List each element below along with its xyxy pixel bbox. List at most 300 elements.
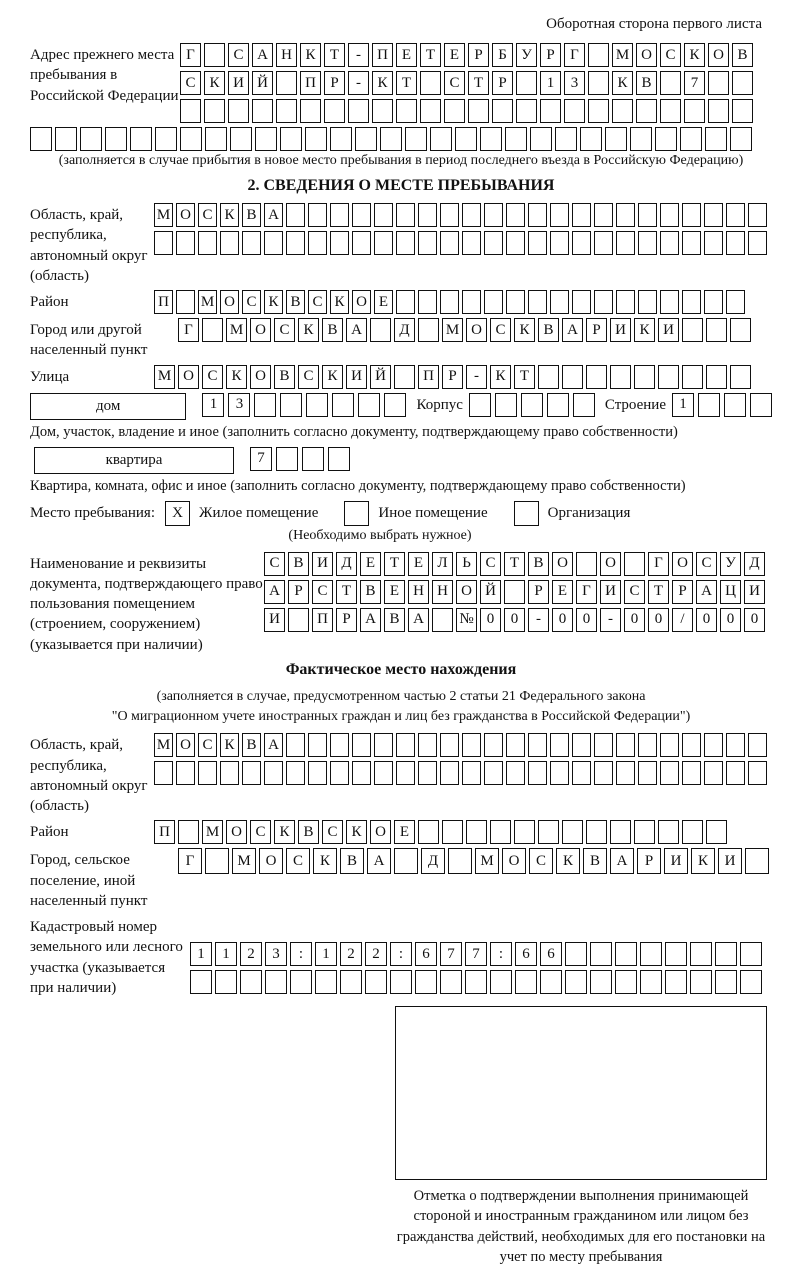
char-cell[interactable]: С <box>660 43 681 67</box>
char-cell[interactable] <box>660 290 679 314</box>
char-cell[interactable] <box>580 127 602 151</box>
char-cell[interactable]: 0 <box>720 608 741 632</box>
char-cell[interactable]: К <box>634 318 655 342</box>
char-cell[interactable]: Е <box>396 43 417 67</box>
char-cell[interactable] <box>658 365 679 389</box>
char-cell[interactable]: 0 <box>696 608 717 632</box>
char-cell[interactable]: А <box>562 318 583 342</box>
char-cell[interactable] <box>220 761 239 785</box>
char-cell[interactable]: К <box>274 820 295 844</box>
char-cell[interactable] <box>280 127 302 151</box>
char-cell[interactable]: И <box>718 848 742 874</box>
char-cell[interactable]: С <box>228 43 249 67</box>
char-cell[interactable]: Й <box>370 365 391 389</box>
char-cell[interactable] <box>105 127 127 151</box>
char-cell[interactable] <box>594 231 613 255</box>
char-cell[interactable]: Р <box>324 71 345 95</box>
char-cell[interactable]: Г <box>178 848 202 874</box>
char-cell[interactable] <box>640 970 662 994</box>
char-cell[interactable] <box>396 761 415 785</box>
char-cell[interactable] <box>698 393 720 417</box>
char-cell[interactable]: Р <box>637 848 661 874</box>
char-cell[interactable]: И <box>744 580 765 604</box>
char-cell[interactable]: Р <box>540 43 561 67</box>
char-cell[interactable]: 7 <box>465 942 487 966</box>
char-cell[interactable] <box>590 942 612 966</box>
char-cell[interactable] <box>306 393 328 417</box>
char-cell[interactable]: О <box>370 820 391 844</box>
char-cell[interactable] <box>178 820 199 844</box>
char-cell[interactable] <box>469 393 491 417</box>
char-cell[interactable] <box>302 447 324 471</box>
char-cell[interactable] <box>418 733 437 757</box>
char-cell[interactable]: Д <box>336 552 357 576</box>
char-cell[interactable] <box>384 393 406 417</box>
char-cell[interactable]: Р <box>528 580 549 604</box>
char-cell[interactable] <box>562 365 583 389</box>
char-cell[interactable]: С <box>298 365 319 389</box>
char-cell[interactable] <box>430 127 452 151</box>
char-cell[interactable] <box>516 99 537 123</box>
char-cell[interactable]: К <box>300 43 321 67</box>
char-cell[interactable]: С <box>624 580 645 604</box>
char-cell[interactable]: С <box>312 580 333 604</box>
char-cell[interactable]: Е <box>552 580 573 604</box>
char-cell[interactable] <box>228 99 249 123</box>
char-cell[interactable] <box>538 820 559 844</box>
char-cell[interactable]: И <box>610 318 631 342</box>
char-cell[interactable] <box>555 127 577 151</box>
char-cell[interactable] <box>308 761 327 785</box>
char-cell[interactable]: П <box>372 43 393 67</box>
char-cell[interactable] <box>706 365 727 389</box>
char-cell[interactable] <box>308 203 327 227</box>
char-cell[interactable] <box>706 820 727 844</box>
char-cell[interactable] <box>484 733 503 757</box>
char-cell[interactable] <box>495 393 517 417</box>
char-cell[interactable]: В <box>298 820 319 844</box>
char-cell[interactable] <box>665 942 687 966</box>
char-cell[interactable]: С <box>529 848 553 874</box>
char-cell[interactable] <box>538 365 559 389</box>
char-cell[interactable]: О <box>176 733 195 757</box>
char-cell[interactable] <box>576 552 597 576</box>
char-cell[interactable] <box>380 127 402 151</box>
char-cell[interactable]: 1 <box>540 71 561 95</box>
char-cell[interactable]: 6 <box>415 942 437 966</box>
char-cell[interactable]: О <box>220 290 239 314</box>
char-cell[interactable] <box>290 970 312 994</box>
char-cell[interactable]: Г <box>564 43 585 67</box>
char-cell[interactable] <box>370 318 391 342</box>
char-cell[interactable]: У <box>720 552 741 576</box>
char-cell[interactable]: К <box>372 71 393 95</box>
char-cell[interactable] <box>605 127 627 151</box>
char-cell[interactable]: К <box>684 43 705 67</box>
char-cell[interactable]: О <box>250 318 271 342</box>
char-cell[interactable]: К <box>264 290 283 314</box>
char-cell[interactable] <box>418 820 439 844</box>
char-cell[interactable]: В <box>384 608 405 632</box>
char-cell[interactable]: Г <box>648 552 669 576</box>
char-cell[interactable] <box>396 203 415 227</box>
char-cell[interactable] <box>682 203 701 227</box>
char-cell[interactable] <box>726 231 745 255</box>
char-cell[interactable] <box>550 761 569 785</box>
char-cell[interactable]: С <box>274 318 295 342</box>
char-cell[interactable] <box>276 71 297 95</box>
char-cell[interactable] <box>660 71 681 95</box>
char-cell[interactable]: С <box>444 71 465 95</box>
char-cell[interactable] <box>634 820 655 844</box>
zhiloe-checkbox[interactable]: X <box>165 501 190 526</box>
char-cell[interactable] <box>418 761 437 785</box>
char-cell[interactable]: Т <box>514 365 535 389</box>
char-cell[interactable]: О <box>259 848 283 874</box>
char-cell[interactable] <box>444 99 465 123</box>
char-cell[interactable] <box>176 761 195 785</box>
char-cell[interactable] <box>715 970 737 994</box>
char-cell[interactable] <box>550 203 569 227</box>
char-cell[interactable] <box>615 942 637 966</box>
char-cell[interactable] <box>506 761 525 785</box>
char-cell[interactable]: И <box>228 71 249 95</box>
char-cell[interactable] <box>730 318 751 342</box>
char-cell[interactable]: А <box>264 203 283 227</box>
char-cell[interactable] <box>660 231 679 255</box>
char-cell[interactable] <box>240 970 262 994</box>
char-cell[interactable]: Б <box>492 43 513 67</box>
char-cell[interactable] <box>588 71 609 95</box>
char-cell[interactable]: Ь <box>456 552 477 576</box>
char-cell[interactable] <box>328 447 350 471</box>
char-cell[interactable]: 3 <box>228 393 250 417</box>
char-cell[interactable]: К <box>490 365 511 389</box>
char-cell[interactable] <box>242 231 261 255</box>
char-cell[interactable]: 6 <box>515 942 537 966</box>
char-cell[interactable]: С <box>308 290 327 314</box>
char-cell[interactable]: 1 <box>202 393 224 417</box>
char-cell[interactable] <box>682 231 701 255</box>
char-cell[interactable]: Н <box>276 43 297 67</box>
char-cell[interactable]: И <box>346 365 367 389</box>
char-cell[interactable] <box>506 203 525 227</box>
char-cell[interactable]: 0 <box>552 608 573 632</box>
char-cell[interactable] <box>562 820 583 844</box>
char-cell[interactable]: В <box>288 552 309 576</box>
char-cell[interactable] <box>490 820 511 844</box>
char-cell[interactable]: А <box>252 43 273 67</box>
char-cell[interactable]: О <box>176 203 195 227</box>
char-cell[interactable] <box>484 203 503 227</box>
char-cell[interactable] <box>528 231 547 255</box>
dom-type-box[interactable]: дом <box>30 393 186 420</box>
char-cell[interactable] <box>616 733 635 757</box>
char-cell[interactable]: А <box>408 608 429 632</box>
char-cell[interactable] <box>286 733 305 757</box>
char-cell[interactable]: К <box>322 365 343 389</box>
char-cell[interactable] <box>254 393 276 417</box>
char-cell[interactable]: 0 <box>480 608 501 632</box>
char-cell[interactable]: С <box>202 365 223 389</box>
char-cell[interactable] <box>30 127 52 151</box>
char-cell[interactable]: Т <box>384 552 405 576</box>
char-cell[interactable] <box>202 318 223 342</box>
char-cell[interactable] <box>465 970 487 994</box>
char-cell[interactable]: Т <box>468 71 489 95</box>
char-cell[interactable] <box>660 733 679 757</box>
char-cell[interactable]: 7 <box>440 942 462 966</box>
char-cell[interactable] <box>616 290 635 314</box>
char-cell[interactable] <box>612 99 633 123</box>
char-cell[interactable]: 2 <box>240 942 262 966</box>
char-cell[interactable]: - <box>600 608 621 632</box>
char-cell[interactable] <box>586 820 607 844</box>
char-cell[interactable] <box>726 761 745 785</box>
char-cell[interactable] <box>466 820 487 844</box>
char-cell[interactable]: С <box>322 820 343 844</box>
char-cell[interactable] <box>448 848 472 874</box>
char-cell[interactable]: И <box>600 580 621 604</box>
char-cell[interactable]: И <box>658 318 679 342</box>
char-cell[interactable]: 6 <box>540 942 562 966</box>
char-cell[interactable] <box>540 970 562 994</box>
char-cell[interactable] <box>462 231 481 255</box>
char-cell[interactable] <box>154 231 173 255</box>
char-cell[interactable] <box>660 99 681 123</box>
char-cell[interactable] <box>638 231 657 255</box>
char-cell[interactable] <box>440 761 459 785</box>
char-cell[interactable]: Р <box>468 43 489 67</box>
char-cell[interactable]: К <box>220 733 239 757</box>
char-cell[interactable] <box>418 231 437 255</box>
char-cell[interactable] <box>588 43 609 67</box>
char-cell[interactable]: : <box>390 942 412 966</box>
char-cell[interactable] <box>418 290 437 314</box>
char-cell[interactable] <box>572 290 591 314</box>
char-cell[interactable] <box>204 43 225 67</box>
char-cell[interactable] <box>660 203 679 227</box>
char-cell[interactable] <box>528 203 547 227</box>
char-cell[interactable] <box>550 733 569 757</box>
char-cell[interactable]: Д <box>744 552 765 576</box>
char-cell[interactable] <box>288 608 309 632</box>
char-cell[interactable] <box>684 99 705 123</box>
char-cell[interactable] <box>704 733 723 757</box>
char-cell[interactable] <box>514 820 535 844</box>
char-cell[interactable] <box>420 71 441 95</box>
char-cell[interactable]: М <box>202 820 223 844</box>
char-cell[interactable] <box>660 761 679 785</box>
char-cell[interactable] <box>547 393 569 417</box>
char-cell[interactable] <box>264 231 283 255</box>
char-cell[interactable] <box>682 365 703 389</box>
char-cell[interactable] <box>255 127 277 151</box>
char-cell[interactable] <box>305 127 327 151</box>
char-cell[interactable]: № <box>456 608 477 632</box>
char-cell[interactable] <box>365 970 387 994</box>
char-cell[interactable]: М <box>226 318 247 342</box>
char-cell[interactable]: Р <box>492 71 513 95</box>
char-cell[interactable]: С <box>242 290 261 314</box>
char-cell[interactable] <box>682 318 703 342</box>
char-cell[interactable]: : <box>490 942 512 966</box>
char-cell[interactable] <box>484 290 503 314</box>
char-cell[interactable] <box>352 203 371 227</box>
char-cell[interactable] <box>732 71 753 95</box>
char-cell[interactable]: К <box>220 203 239 227</box>
char-cell[interactable]: 0 <box>504 608 525 632</box>
char-cell[interactable]: О <box>552 552 573 576</box>
char-cell[interactable]: Е <box>374 290 393 314</box>
char-cell[interactable]: Р <box>442 365 463 389</box>
char-cell[interactable] <box>374 231 393 255</box>
char-cell[interactable]: О <box>226 820 247 844</box>
char-cell[interactable]: П <box>312 608 333 632</box>
char-cell[interactable]: И <box>264 608 285 632</box>
char-cell[interactable] <box>215 970 237 994</box>
char-cell[interactable] <box>176 231 195 255</box>
char-cell[interactable]: В <box>528 552 549 576</box>
char-cell[interactable] <box>748 761 767 785</box>
char-cell[interactable] <box>492 99 513 123</box>
kvartira-type-box[interactable]: квартира <box>34 447 234 474</box>
char-cell[interactable] <box>265 970 287 994</box>
char-cell[interactable]: М <box>198 290 217 314</box>
char-cell[interactable]: - <box>348 71 369 95</box>
char-cell[interactable]: В <box>583 848 607 874</box>
char-cell[interactable] <box>573 393 595 417</box>
char-cell[interactable]: И <box>312 552 333 576</box>
char-cell[interactable] <box>242 761 261 785</box>
char-cell[interactable]: 1 <box>215 942 237 966</box>
char-cell[interactable]: Р <box>586 318 607 342</box>
char-cell[interactable] <box>590 970 612 994</box>
char-cell[interactable] <box>455 127 477 151</box>
char-cell[interactable] <box>748 203 767 227</box>
char-cell[interactable] <box>726 290 745 314</box>
char-cell[interactable] <box>624 552 645 576</box>
char-cell[interactable]: О <box>178 365 199 389</box>
char-cell[interactable] <box>521 393 543 417</box>
char-cell[interactable]: М <box>154 733 173 757</box>
char-cell[interactable]: С <box>198 733 217 757</box>
char-cell[interactable]: А <box>264 733 283 757</box>
char-cell[interactable] <box>252 99 273 123</box>
char-cell[interactable] <box>155 127 177 151</box>
char-cell[interactable] <box>528 290 547 314</box>
char-cell[interactable] <box>572 231 591 255</box>
char-cell[interactable] <box>730 127 752 151</box>
char-cell[interactable]: Е <box>384 580 405 604</box>
char-cell[interactable]: К <box>346 820 367 844</box>
char-cell[interactable] <box>462 290 481 314</box>
char-cell[interactable] <box>390 970 412 994</box>
char-cell[interactable] <box>682 733 701 757</box>
char-cell[interactable]: А <box>264 580 285 604</box>
char-cell[interactable] <box>630 127 652 151</box>
char-cell[interactable] <box>586 365 607 389</box>
char-cell[interactable]: : <box>290 942 312 966</box>
char-cell[interactable] <box>276 447 298 471</box>
char-cell[interactable] <box>396 231 415 255</box>
char-cell[interactable] <box>440 733 459 757</box>
char-cell[interactable] <box>204 99 225 123</box>
char-cell[interactable]: В <box>636 71 657 95</box>
char-cell[interactable] <box>396 290 415 314</box>
char-cell[interactable]: Т <box>324 43 345 67</box>
char-cell[interactable]: В <box>274 365 295 389</box>
char-cell[interactable]: 3 <box>564 71 585 95</box>
char-cell[interactable] <box>638 733 657 757</box>
char-cell[interactable]: М <box>612 43 633 67</box>
char-cell[interactable] <box>154 761 173 785</box>
char-cell[interactable] <box>198 231 217 255</box>
char-cell[interactable]: К <box>556 848 580 874</box>
char-cell[interactable]: 0 <box>744 608 765 632</box>
char-cell[interactable] <box>55 127 77 151</box>
char-cell[interactable]: В <box>322 318 343 342</box>
char-cell[interactable] <box>745 848 769 874</box>
char-cell[interactable] <box>330 203 349 227</box>
char-cell[interactable] <box>550 231 569 255</box>
char-cell[interactable] <box>588 99 609 123</box>
char-cell[interactable] <box>490 970 512 994</box>
char-cell[interactable]: С <box>286 848 310 874</box>
char-cell[interactable] <box>332 393 354 417</box>
char-cell[interactable] <box>394 848 418 874</box>
char-cell[interactable]: - <box>528 608 549 632</box>
char-cell[interactable]: 7 <box>250 447 272 471</box>
char-cell[interactable]: О <box>352 290 371 314</box>
char-cell[interactable]: Т <box>648 580 669 604</box>
char-cell[interactable] <box>732 99 753 123</box>
char-cell[interactable] <box>528 733 547 757</box>
char-cell[interactable]: И <box>664 848 688 874</box>
char-cell[interactable] <box>468 99 489 123</box>
char-cell[interactable] <box>572 733 591 757</box>
char-cell[interactable] <box>594 203 613 227</box>
char-cell[interactable] <box>550 290 569 314</box>
char-cell[interactable]: В <box>340 848 364 874</box>
char-cell[interactable]: Ц <box>720 580 741 604</box>
char-cell[interactable]: А <box>610 848 634 874</box>
char-cell[interactable] <box>726 733 745 757</box>
char-cell[interactable] <box>352 733 371 757</box>
char-cell[interactable] <box>230 127 252 151</box>
char-cell[interactable]: К <box>298 318 319 342</box>
inoe-checkbox[interactable] <box>344 501 369 526</box>
char-cell[interactable] <box>572 761 591 785</box>
char-cell[interactable]: Г <box>178 318 199 342</box>
char-cell[interactable]: Е <box>394 820 415 844</box>
char-cell[interactable] <box>708 99 729 123</box>
char-cell[interactable]: К <box>313 848 337 874</box>
char-cell[interactable] <box>205 848 229 874</box>
char-cell[interactable] <box>80 127 102 151</box>
char-cell[interactable] <box>276 99 297 123</box>
char-cell[interactable]: Н <box>432 580 453 604</box>
char-cell[interactable] <box>708 71 729 95</box>
char-cell[interactable]: 2 <box>365 942 387 966</box>
char-cell[interactable]: С <box>264 552 285 576</box>
char-cell[interactable]: М <box>154 203 173 227</box>
char-cell[interactable] <box>374 733 393 757</box>
char-cell[interactable] <box>594 761 613 785</box>
char-cell[interactable] <box>432 608 453 632</box>
char-cell[interactable] <box>405 127 427 151</box>
char-cell[interactable]: 7 <box>684 71 705 95</box>
